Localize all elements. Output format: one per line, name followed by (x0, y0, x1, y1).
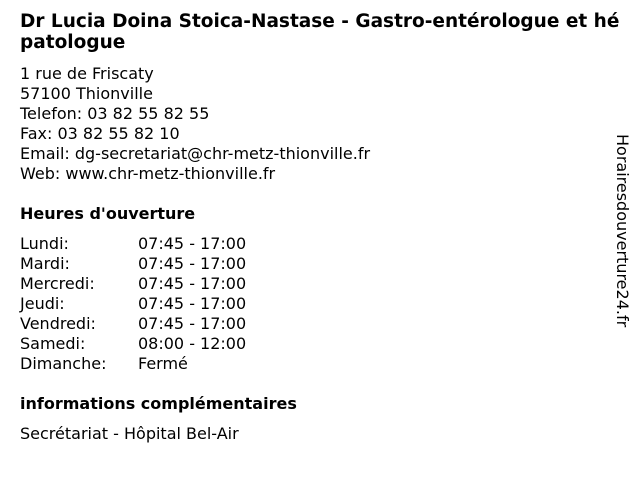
website: Web: www.chr-metz-thionville.fr (20, 164, 276, 183)
hours-row-wednesday (20, 274, 246, 294)
hours-row-saturday (20, 334, 246, 354)
hours-heading: Heures d'ouverture (20, 204, 196, 223)
phone-number: Telefon: 03 82 55 82 55 (20, 104, 210, 123)
day-hours: 08:00 - 12:00 (138, 334, 247, 353)
day-label: Dimanche: (20, 354, 107, 373)
address-street: 1 rue de Friscaty (20, 64, 154, 83)
day-label: Mardi: (20, 254, 70, 273)
day-hours: 07:45 - 17:00 (138, 254, 247, 273)
day-hours: 07:45 - 17:00 (138, 294, 247, 313)
day-hours: Fermé (138, 354, 188, 373)
info-heading: informations complémentaires (20, 394, 297, 413)
day-label: Jeudi: (20, 294, 65, 313)
page-title: Dr Lucia Doina Stoica-Nastase - Gastro-entérologue et hépatologue (20, 11, 620, 53)
day-hours: 07:45 - 17:00 (138, 234, 247, 253)
address-city: 57100 Thionville (20, 84, 153, 103)
fax-number: Fax: 03 82 55 82 10 (20, 124, 180, 143)
day-label: Samedi: (20, 334, 86, 353)
day-hours: 07:45 - 17:00 (138, 274, 247, 293)
day-hours: 07:45 - 17:00 (138, 314, 247, 333)
hours-row-thursday (20, 294, 246, 314)
day-label: Vendredi: (20, 314, 96, 333)
hours-table (20, 234, 246, 374)
hours-row-monday (20, 234, 246, 254)
day-label: Mercredi: (20, 274, 95, 293)
day-label: Lundi: (20, 234, 69, 253)
hours-row-sunday (20, 354, 246, 374)
site-watermark: Horairesdouverture24.fr (613, 134, 632, 328)
hours-row-tuesday (20, 254, 246, 274)
hours-row-friday (20, 314, 246, 334)
email-address: Email: dg-secretariat@chr-metz-thionville.fr (20, 144, 371, 163)
info-text: Secrétariat - Hôpital Bel-Air (20, 424, 239, 443)
